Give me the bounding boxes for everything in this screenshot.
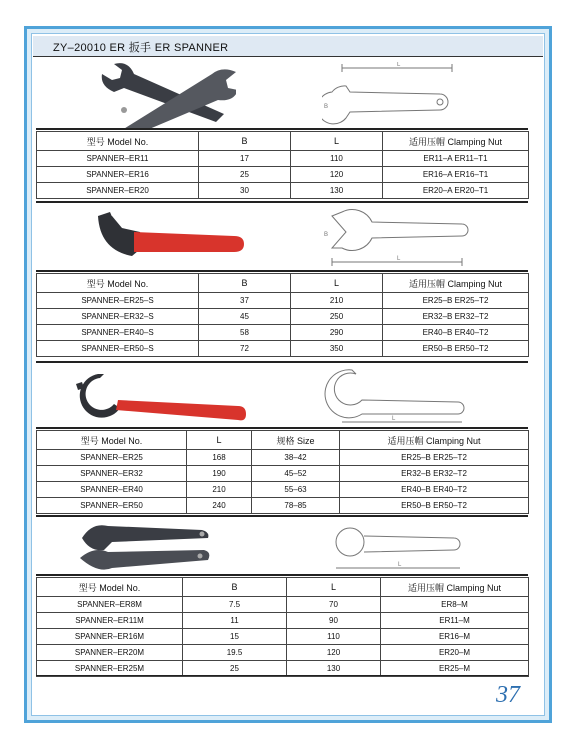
column-header: L [291, 274, 383, 293]
table-row [37, 341, 529, 357]
table-cell: SPANNER–ER20M [37, 645, 183, 661]
table-row [37, 309, 529, 325]
table-cell: 130 [291, 183, 383, 199]
table-cell: SPANNER–ER8M [37, 597, 183, 613]
table-cell: ER40–B ER40–T2 [340, 482, 529, 498]
dim-l-label: L [397, 256, 401, 262]
column-header: B [199, 132, 291, 151]
column-header: B [183, 578, 287, 597]
column-header: B [199, 274, 291, 293]
table-cell: 240 [187, 498, 252, 514]
table-cell: SPANNER–ER16 [37, 167, 199, 183]
table-row [37, 613, 529, 629]
table-cell: SPANNER–ER20 [37, 183, 199, 199]
column-header: L [291, 132, 383, 151]
table-cell: SPANNER–ER40 [37, 482, 187, 498]
table-cell: 37 [199, 293, 291, 309]
column-header: 型号 Model No. [37, 132, 199, 151]
table-cell: ER40–B ER40–T2 [383, 325, 529, 341]
section-divider [36, 574, 528, 576]
table-cell: ER32–B ER32–T2 [340, 466, 529, 482]
table-row [37, 482, 529, 498]
table-cell: 110 [287, 629, 381, 645]
dim-b-label: B [324, 104, 329, 110]
spec-table-er-s [36, 273, 529, 357]
dim-b-label: B [324, 232, 329, 238]
table-cell: 290 [291, 325, 383, 341]
table-cell: ER11–A ER11–T1 [383, 151, 529, 167]
table-cell: ER16–M [381, 629, 529, 645]
table-cell: ER25–M [381, 661, 529, 677]
column-header: 适用压帽 Clamping Nut [340, 431, 529, 450]
spec-table-er-m [36, 577, 529, 677]
table-cell: ER50–B ER50–T2 [340, 498, 529, 514]
er-spanner-photo [96, 62, 236, 128]
table-row [37, 466, 529, 482]
catalog-header [33, 36, 543, 57]
table-cell: ER11–M [381, 613, 529, 629]
column-header: 适用压帽 Clamping Nut [383, 274, 529, 293]
dim-l-label: L [397, 62, 401, 68]
table-row [37, 325, 529, 341]
er-s-spanner-drawing [322, 206, 472, 268]
table-cell: 210 [187, 482, 252, 498]
table-cell: SPANNER–ER11M [37, 613, 183, 629]
table-cell: 45 [199, 309, 291, 325]
table-cell: 210 [291, 293, 383, 309]
table-cell: 55–63 [252, 482, 340, 498]
table-row [37, 597, 529, 613]
table-cell: 130 [287, 661, 381, 677]
table-row [37, 629, 529, 645]
section-divider [36, 427, 528, 429]
table-cell: SPANNER–ER50–S [37, 341, 199, 357]
table-cell: 30 [199, 183, 291, 199]
spec-table-hook [36, 430, 529, 514]
column-header: 适用压帽 Clamping Nut [381, 578, 529, 597]
table-cell: 15 [183, 629, 287, 645]
hook-spanner-drawing [312, 364, 472, 426]
er-m-spanner-photo [74, 518, 214, 576]
table-cell: SPANNER–ER25M [37, 661, 183, 677]
table-row [37, 498, 529, 514]
er-spanner-drawing [322, 62, 462, 126]
table-cell: 25 [199, 167, 291, 183]
table-cell: 70 [287, 597, 381, 613]
table-cell: SPANNER–ER16M [37, 629, 183, 645]
catalog-title: ZY–20010 ER 扳手 ER SPANNER [53, 42, 229, 54]
table-cell: ER20–M [381, 645, 529, 661]
table-cell: 58 [199, 325, 291, 341]
table-cell: SPANNER–ER25–S [37, 293, 199, 309]
table-cell: 19.5 [183, 645, 287, 661]
table-cell: 25 [183, 661, 287, 677]
table-cell: SPANNER–ER11 [37, 151, 199, 167]
table-cell: ER16–A ER16–T1 [383, 167, 529, 183]
hook-spanner-photo [68, 366, 248, 426]
table-cell: ER50–B ER50–T2 [383, 341, 529, 357]
table-cell: SPANNER–ER50 [37, 498, 187, 514]
column-header: L [287, 578, 381, 597]
page-number: 37 [496, 682, 520, 708]
table-row [37, 167, 529, 183]
table-cell: 110 [291, 151, 383, 167]
table-cell: 350 [291, 341, 383, 357]
table-cell: 17 [199, 151, 291, 167]
table-cell: ER20–A ER20–T1 [383, 183, 529, 199]
section-divider [36, 201, 528, 203]
column-header: L [187, 431, 252, 450]
section-divider [36, 270, 528, 272]
dim-l-label: L [398, 562, 402, 568]
table-cell: 78–85 [252, 498, 340, 514]
table-cell: 7.5 [183, 597, 287, 613]
table-row [37, 151, 529, 167]
table-cell: ER25–B ER25–T2 [340, 450, 529, 466]
column-header: 型号 Model No. [37, 578, 183, 597]
table-row [37, 645, 529, 661]
dim-l-label: L [392, 416, 396, 422]
column-header: 型号 Model No. [37, 431, 187, 450]
column-header: 型号 Model No. [37, 274, 199, 293]
section-divider [36, 515, 528, 517]
spec-table-er [36, 131, 529, 199]
table-cell: 72 [199, 341, 291, 357]
table-cell: 38–42 [252, 450, 340, 466]
table-cell: 168 [187, 450, 252, 466]
table-cell: SPANNER–ER32 [37, 466, 187, 482]
column-header: 适用压帽 Clamping Nut [383, 132, 529, 151]
table-cell: 190 [187, 466, 252, 482]
table-cell: 90 [287, 613, 381, 629]
table-cell: 120 [291, 167, 383, 183]
table-cell: 120 [287, 645, 381, 661]
table-cell: 250 [291, 309, 383, 325]
table-cell: 45–52 [252, 466, 340, 482]
table-cell: ER25–B ER25–T2 [383, 293, 529, 309]
table-cell: SPANNER–ER32–S [37, 309, 199, 325]
table-row [37, 183, 529, 199]
er-m-spanner-drawing [330, 520, 470, 576]
table-cell: ER32–B ER32–T2 [383, 309, 529, 325]
table-cell: 11 [183, 613, 287, 629]
er-s-spanner-photo [90, 206, 250, 268]
table-cell: SPANNER–ER40–S [37, 325, 199, 341]
section-divider [36, 128, 528, 130]
table-cell: ER8–M [381, 597, 529, 613]
table-row [37, 293, 529, 309]
section-divider [36, 361, 528, 363]
table-cell: SPANNER–ER25 [37, 450, 187, 466]
section-divider [36, 675, 528, 676]
table-row [37, 450, 529, 466]
column-header: 规格 Size [252, 431, 340, 450]
